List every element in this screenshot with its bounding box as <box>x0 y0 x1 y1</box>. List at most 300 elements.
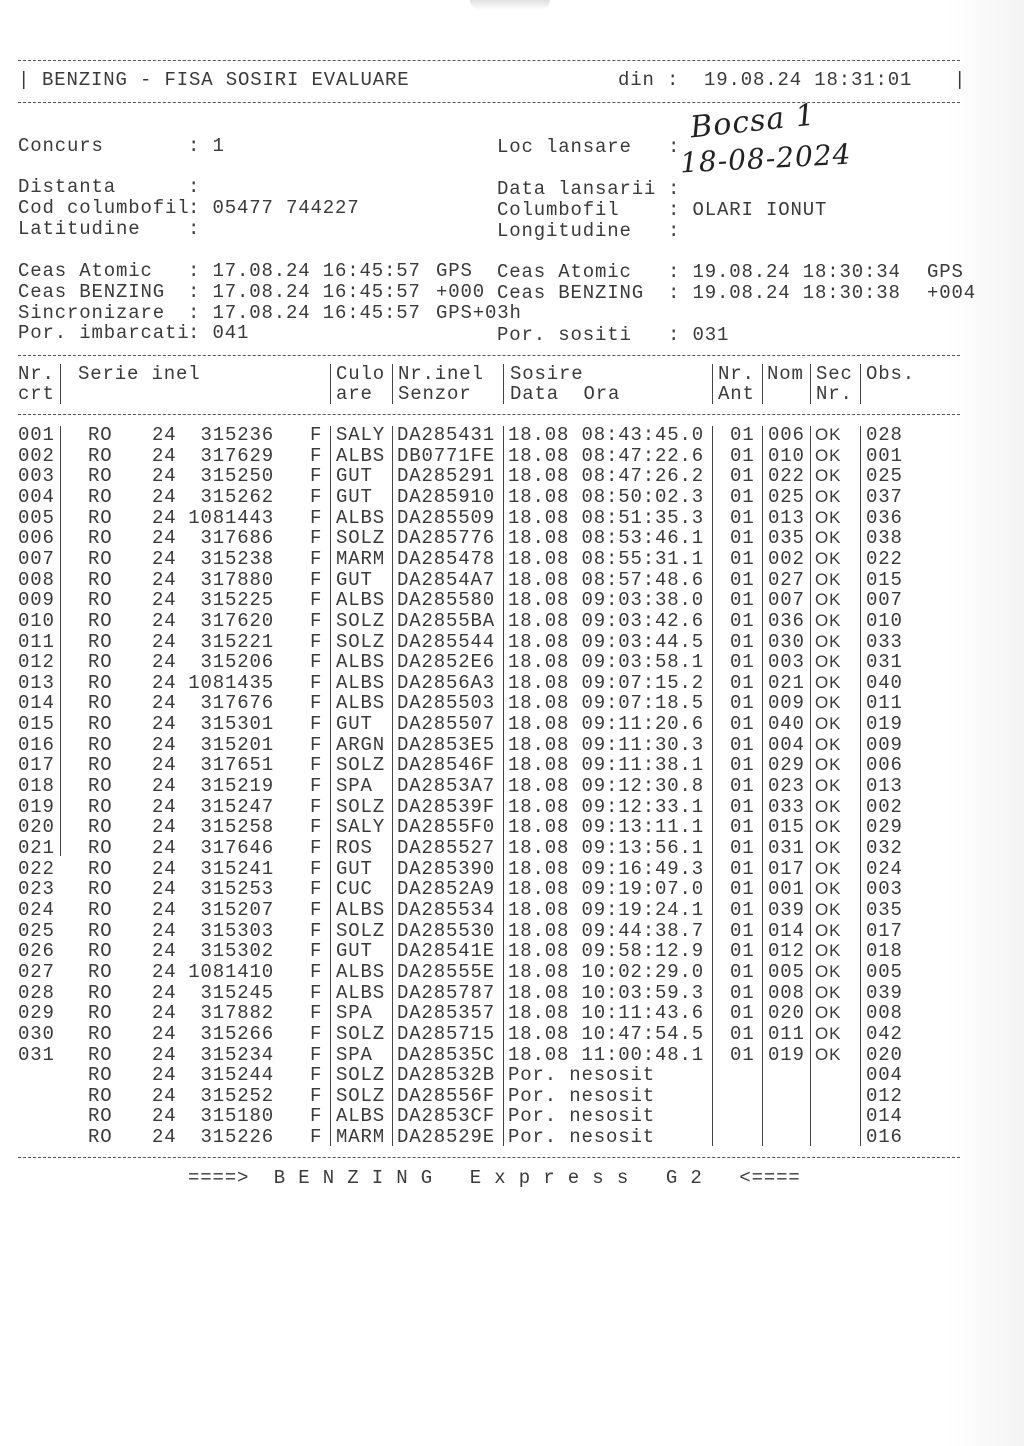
cell-nom: 008 <box>768 981 805 1004</box>
cell-nr: 012 <box>18 651 55 674</box>
cell-sex: F <box>310 940 323 963</box>
cell-obs: 014 <box>866 1105 903 1128</box>
cell-antenna: 01 <box>730 940 755 963</box>
cell-ring: 315234 <box>200 1043 274 1066</box>
cell-country: RO <box>88 424 113 446</box>
cell-ring: 317880 <box>200 568 274 591</box>
table-row <box>0 487 960 507</box>
cell-color: GUT <box>336 485 373 508</box>
cell-antenna: 01 <box>730 692 755 715</box>
cell-color: ALBS <box>336 444 386 467</box>
cell-country: RO <box>88 1084 113 1107</box>
clock-value: : 17.08.24 16:45:57 <box>188 301 421 324</box>
cell-sensor-ring: DA28539F <box>397 795 496 818</box>
cell-arrival: 18.08 09:12:33.1 <box>508 795 705 818</box>
cell-ring: 315301 <box>200 713 274 736</box>
cell-color: SOLZ <box>336 1022 386 1045</box>
cell-nr: 022 <box>18 857 55 880</box>
cell-sec: OK <box>815 610 842 630</box>
cell-nom: 022 <box>768 465 805 488</box>
cell-year: 24 <box>152 651 177 674</box>
handwritten-location: Bocsa 1 <box>688 97 818 146</box>
cell-nom: 023 <box>768 775 805 798</box>
cell-obs: 013 <box>866 775 903 798</box>
cell-year: 24 <box>152 878 177 901</box>
cell-obs: 017 <box>866 919 903 942</box>
cell-sex: F <box>310 651 323 674</box>
cell-nr: 006 <box>18 527 55 550</box>
column-separator <box>762 364 763 404</box>
cell-antenna: 01 <box>730 713 755 736</box>
cell-obs: 036 <box>866 506 903 529</box>
cell-nr: 021 <box>18 837 55 859</box>
cell-arrival: 18.08 09:13:56.1 <box>508 837 705 859</box>
clock-value: : 17.08.24 16:45:57 <box>188 280 421 303</box>
cell-sex: F <box>310 1002 323 1025</box>
cell-arrival: 18.08 09:19:24.1 <box>508 898 705 921</box>
cell-sec: OK <box>815 1044 842 1064</box>
info-value: : 1 <box>188 135 225 157</box>
cell-country: RO <box>88 981 113 1004</box>
cell-antenna: 01 <box>730 816 755 839</box>
cell-obs: 039 <box>866 981 903 1004</box>
cell-nom: 013 <box>768 506 805 529</box>
cell-nom: 021 <box>768 671 805 694</box>
cell-color: CUC <box>336 878 373 901</box>
cell-sex: F <box>310 506 323 529</box>
clock-label: Sincronizare <box>18 301 166 324</box>
cell-year: 24 <box>152 1084 177 1107</box>
cell-year: 24 <box>152 713 177 736</box>
cell-antenna: 01 <box>730 424 755 446</box>
cell-antenna: 01 <box>730 960 755 983</box>
clock-value: : 19.08.24 18:30:34 <box>668 261 901 283</box>
column-header-sec: Sec <box>816 363 853 385</box>
table-row <box>0 859 960 879</box>
column-header-senzor-sub: Senzor <box>398 383 472 405</box>
cell-country: RO <box>88 1126 113 1149</box>
cell-year: 24 <box>152 1043 177 1066</box>
cell-sec: OK <box>815 920 842 940</box>
cell-obs: 032 <box>866 837 903 859</box>
cell-year: 24 <box>152 568 177 591</box>
column-header-nr-sub: crt <box>18 383 55 405</box>
cell-obs: 025 <box>866 465 903 488</box>
cell-obs: 020 <box>866 1043 903 1066</box>
cell-year: 24 <box>152 775 177 798</box>
cell-sensor-ring: DA28532B <box>397 1064 496 1087</box>
cell-nom: 017 <box>768 857 805 880</box>
cell-arrival: 18.08 10:03:59.3 <box>508 981 705 1004</box>
cell-nr: 017 <box>18 754 55 777</box>
cell-nr: 009 <box>18 589 55 612</box>
cell-obs: 040 <box>866 671 903 694</box>
table-row <box>0 838 960 858</box>
cell-nom: 039 <box>768 898 805 921</box>
cell-color: SALY <box>336 424 386 446</box>
cell-sec: OK <box>815 776 842 796</box>
table-row <box>0 693 960 713</box>
clock-suffix: +004 <box>927 282 977 304</box>
table-row <box>0 1045 960 1065</box>
cell-ring: 1081443 <box>188 506 274 529</box>
cell-obs: 002 <box>866 795 903 818</box>
cell-sensor-ring: DA285527 <box>397 837 496 859</box>
cell-color: SOLZ <box>336 754 386 777</box>
column-header-culoare: Culo <box>336 363 386 385</box>
cell-year: 24 <box>152 1064 177 1087</box>
cell-antenna: 01 <box>730 589 755 612</box>
cell-country: RO <box>88 465 113 488</box>
cell-arrival: 18.08 10:02:29.0 <box>508 960 705 983</box>
column-header-sec-sub: Nr. <box>816 383 853 405</box>
cell-arrival: 18.08 09:13:11.1 <box>508 816 705 839</box>
cell-sex: F <box>310 713 323 736</box>
cell-color: ALBS <box>336 692 386 715</box>
column-separator <box>860 364 861 404</box>
cell-sec: OK <box>815 652 842 672</box>
table-row <box>0 735 960 755</box>
cell-obs: 029 <box>866 816 903 839</box>
cell-country: RO <box>88 898 113 921</box>
column-header-ant-sub: Ant <box>718 383 755 405</box>
cell-sec: OK <box>815 693 842 713</box>
cell-nr: 029 <box>18 1002 55 1025</box>
cell-arrival: Por. nesosit <box>508 1084 656 1107</box>
cell-sex: F <box>310 960 323 983</box>
cell-obs: 004 <box>866 1064 903 1087</box>
cell-arrival: 18.08 10:11:43.6 <box>508 1002 705 1025</box>
info-value: : <box>188 176 201 198</box>
cell-sensor-ring: DA2854A7 <box>397 568 496 591</box>
cell-year: 24 <box>152 816 177 839</box>
cell-nr: 005 <box>18 506 55 529</box>
cell-country: RO <box>88 919 113 942</box>
clock-label: Ceas BENZING <box>18 280 166 303</box>
cell-arrival: Por. nesosit <box>508 1105 656 1128</box>
cell-arrival: 18.08 10:47:54.5 <box>508 1022 705 1045</box>
cell-obs: 035 <box>866 898 903 921</box>
cell-sensor-ring: DA285715 <box>397 1022 496 1045</box>
cell-arrival: 18.08 09:11:38.1 <box>508 754 705 777</box>
cell-obs: 011 <box>866 692 903 715</box>
cell-country: RO <box>88 692 113 715</box>
info-label: Concurs <box>18 135 104 157</box>
cell-country: RO <box>88 589 113 612</box>
cell-arrival: Por. nesosit <box>508 1126 656 1149</box>
cell-country: RO <box>88 485 113 508</box>
cell-year: 24 <box>152 527 177 550</box>
cell-sex: F <box>310 733 323 756</box>
table-row <box>0 1127 960 1147</box>
cell-color: ALBS <box>336 589 386 612</box>
cell-ring: 317646 <box>200 837 274 859</box>
cell-obs: 018 <box>866 940 903 963</box>
cell-nr: 010 <box>18 609 55 632</box>
clock-suffix: GPS+03h <box>436 301 522 324</box>
cell-sensor-ring: DA28556F <box>397 1084 496 1107</box>
cell-sec: OK <box>815 796 842 816</box>
cell-ring: 315225 <box>200 589 274 612</box>
cell-year: 24 <box>152 837 177 859</box>
cell-arrival: 18.08 08:47:26.2 <box>508 465 705 488</box>
cell-nom: 002 <box>768 547 805 570</box>
cell-sex: F <box>310 589 323 612</box>
table-row <box>0 570 960 590</box>
cell-sec: OK <box>815 548 842 568</box>
cell-year: 24 <box>152 589 177 612</box>
cell-ring: 317882 <box>200 1002 274 1025</box>
cell-sensor-ring: DA2856A3 <box>397 671 496 694</box>
cell-nr: 027 <box>18 960 55 983</box>
cell-sec: OK <box>815 631 842 651</box>
cell-sensor-ring: DB0771FE <box>397 444 496 467</box>
cell-sex: F <box>310 424 323 446</box>
cell-nom: 019 <box>768 1043 805 1066</box>
cell-year: 24 <box>152 981 177 1004</box>
table-row <box>0 652 960 672</box>
info-value: : <box>668 136 681 158</box>
title-bar-right: | <box>954 69 967 91</box>
cell-color: SALY <box>336 816 386 839</box>
cell-ring: 1081410 <box>188 960 274 983</box>
cell-obs: 012 <box>866 1084 903 1107</box>
clock-suffix: GPS <box>927 261 964 283</box>
cell-sec: OK <box>815 899 842 919</box>
cell-arrival: 18.08 09:03:44.5 <box>508 630 705 653</box>
cell-arrival: 18.08 09:58:12.9 <box>508 940 705 963</box>
table-row <box>0 714 960 734</box>
cell-sec: OK <box>815 714 842 734</box>
cell-arrival: 18.08 09:44:38.7 <box>508 919 705 942</box>
cell-nom: 025 <box>768 485 805 508</box>
clock-label: Ceas BENZING <box>497 282 645 304</box>
footer-brand: ====> B E N Z I N G E x p r e s s G 2 <==== <box>188 1167 801 1189</box>
cell-nom: 036 <box>768 609 805 632</box>
column-header-ant: Nr. <box>718 363 755 385</box>
column-header-serie: Serie inel <box>78 363 201 385</box>
cell-nom: 003 <box>768 651 805 674</box>
cell-ring: 315245 <box>200 981 274 1004</box>
divider <box>18 414 960 415</box>
info-label: Cod columbofil <box>18 197 190 219</box>
cell-color: SOLZ <box>336 1084 386 1107</box>
column-separator <box>392 364 393 404</box>
info-label: Longitudine <box>497 220 632 242</box>
cell-sec: OK <box>815 672 842 692</box>
cell-nr: 019 <box>18 795 55 818</box>
cell-nom: 031 <box>768 837 805 859</box>
table-row <box>0 446 960 466</box>
cell-sex: F <box>310 547 323 570</box>
cell-obs: 019 <box>866 713 903 736</box>
cell-nom: 012 <box>768 940 805 963</box>
handwritten-date: 18-08-2024 <box>679 137 853 180</box>
cell-country: RO <box>88 630 113 653</box>
cell-nom: 033 <box>768 795 805 818</box>
cell-country: RO <box>88 775 113 798</box>
cell-sex: F <box>310 444 323 467</box>
cell-nr: 028 <box>18 981 55 1004</box>
cell-arrival: 18.08 08:51:35.3 <box>508 506 705 529</box>
cell-country: RO <box>88 857 113 880</box>
cell-year: 24 <box>152 609 177 632</box>
cell-antenna: 01 <box>730 754 755 777</box>
cell-sec: OK <box>815 445 842 465</box>
cell-arrival: 18.08 09:11:20.6 <box>508 713 705 736</box>
cell-color: GUT <box>336 857 373 880</box>
column-separator <box>60 364 61 404</box>
cell-sensor-ring: DA285910 <box>397 485 496 508</box>
column-separator <box>810 364 811 404</box>
cell-sensor-ring: DA2852A9 <box>397 878 496 901</box>
cell-obs: 033 <box>866 630 903 653</box>
cell-arrival: 18.08 09:07:18.5 <box>508 692 705 715</box>
cell-sex: F <box>310 795 323 818</box>
cell-country: RO <box>88 940 113 963</box>
cell-antenna: 01 <box>730 878 755 901</box>
cell-antenna: 01 <box>730 919 755 942</box>
cell-sensor-ring: DA285507 <box>397 713 496 736</box>
cell-nr: 024 <box>18 898 55 921</box>
clock-value: : 17.08.24 16:45:57 <box>188 260 421 282</box>
table-row <box>0 962 960 982</box>
cell-sex: F <box>310 754 323 777</box>
cell-sex: F <box>310 671 323 694</box>
cell-sensor-ring: DA2855F0 <box>397 816 496 839</box>
cell-sensor-ring: DA285503 <box>397 692 496 715</box>
print-date-label: din : <box>618 69 680 91</box>
cell-nr: 023 <box>18 878 55 901</box>
cell-nr: 031 <box>18 1043 55 1066</box>
cell-country: RO <box>88 568 113 591</box>
cell-color: SPA <box>336 1002 373 1025</box>
cell-color: ALBS <box>336 651 386 674</box>
table-row <box>0 632 960 652</box>
cell-sec: OK <box>815 528 842 548</box>
cell-ring: 315302 <box>200 940 274 963</box>
cell-ring: 315226 <box>200 1126 274 1149</box>
cell-country: RO <box>88 754 113 777</box>
column-separator <box>330 364 331 404</box>
column-header-nom: Nom <box>767 363 804 385</box>
column-separator <box>503 364 504 404</box>
table-row <box>0 508 960 528</box>
column-header-nr: Nr. <box>18 363 55 385</box>
clock-label: Por. sositi <box>497 324 632 346</box>
info-value: : <box>668 220 681 242</box>
cell-ring: 315247 <box>200 795 274 818</box>
cell-sec: OK <box>815 425 842 444</box>
cell-sex: F <box>310 630 323 653</box>
cell-country: RO <box>88 1022 113 1045</box>
cell-nr: 025 <box>18 919 55 942</box>
cell-color: ALBS <box>336 960 386 983</box>
cell-color: ALBS <box>336 981 386 1004</box>
cell-antenna: 01 <box>730 630 755 653</box>
cell-antenna: 01 <box>730 651 755 674</box>
cell-sex: F <box>310 816 323 839</box>
cell-nr: 004 <box>18 485 55 508</box>
cell-year: 24 <box>152 898 177 921</box>
info-label: Latitudine <box>18 218 141 240</box>
cell-sensor-ring: DA2852E6 <box>397 651 496 674</box>
cell-arrival: 18.08 09:19:07.0 <box>508 878 705 901</box>
cell-arrival: 18.08 08:57:48.6 <box>508 568 705 591</box>
cell-sensor-ring: DA28555E <box>397 960 496 983</box>
cell-ring: 315241 <box>200 857 274 880</box>
cell-obs: 042 <box>866 1022 903 1045</box>
cell-ring: 315201 <box>200 733 274 756</box>
cell-country: RO <box>88 671 113 694</box>
cell-sec: OK <box>815 590 842 610</box>
cell-color: SOLZ <box>336 919 386 942</box>
table-row <box>0 797 960 817</box>
cell-sensor-ring: DA28541E <box>397 940 496 963</box>
cell-sex: F <box>310 485 323 508</box>
cell-obs: 006 <box>866 754 903 777</box>
cell-year: 24 <box>152 1105 177 1128</box>
info-value: : <box>668 178 681 200</box>
cell-nr: 030 <box>18 1022 55 1045</box>
table-row <box>0 549 960 569</box>
cell-color: ROS <box>336 837 373 859</box>
cell-arrival: 18.08 09:16:49.3 <box>508 857 705 880</box>
cell-arrival: 18.08 08:53:46.1 <box>508 527 705 550</box>
cell-year: 24 <box>152 795 177 818</box>
table-row <box>0 528 960 548</box>
cell-nom: 007 <box>768 589 805 612</box>
table-row <box>0 941 960 961</box>
cell-country: RO <box>88 444 113 467</box>
cell-nom: 009 <box>768 692 805 715</box>
cell-sex: F <box>310 1105 323 1128</box>
clock-suffix: +000 <box>436 280 486 303</box>
cell-year: 24 <box>152 506 177 529</box>
cell-nr: 026 <box>18 940 55 963</box>
cell-color: SOLZ <box>336 630 386 653</box>
cell-sec: OK <box>815 817 842 837</box>
cell-obs: 038 <box>866 527 903 550</box>
cell-sensor-ring: DA285509 <box>397 506 496 529</box>
cell-antenna: 01 <box>730 1022 755 1045</box>
cell-arrival: 18.08 09:11:30.3 <box>508 733 705 756</box>
cell-sex: F <box>310 609 323 632</box>
cell-sensor-ring: DA285291 <box>397 465 496 488</box>
cell-color: SOLZ <box>336 527 386 550</box>
clock-suffix: GPS <box>436 260 473 282</box>
cell-antenna: 01 <box>730 444 755 467</box>
cell-year: 24 <box>152 1126 177 1149</box>
cell-sec: OK <box>815 507 842 527</box>
cell-sensor-ring: DA28535C <box>397 1043 496 1066</box>
info-label: Data lansarii <box>497 178 657 200</box>
cell-arrival: 18.08 09:12:30.8 <box>508 775 705 798</box>
cell-sex: F <box>310 878 323 901</box>
cell-obs: 005 <box>866 960 903 983</box>
cell-arrival: 18.08 09:03:58.1 <box>508 651 705 674</box>
cell-ring: 317620 <box>200 609 274 632</box>
cell-arrival: 18.08 09:03:42.6 <box>508 609 705 632</box>
cell-sensor-ring: DA285544 <box>397 630 496 653</box>
cell-ring: 315253 <box>200 878 274 901</box>
cell-obs: 003 <box>866 878 903 901</box>
cell-obs: 037 <box>866 485 903 508</box>
cell-color: MARM <box>336 1126 386 1149</box>
cell-sec: OK <box>815 466 842 486</box>
cell-sec: OK <box>815 1023 842 1043</box>
cell-color: ALBS <box>336 506 386 529</box>
